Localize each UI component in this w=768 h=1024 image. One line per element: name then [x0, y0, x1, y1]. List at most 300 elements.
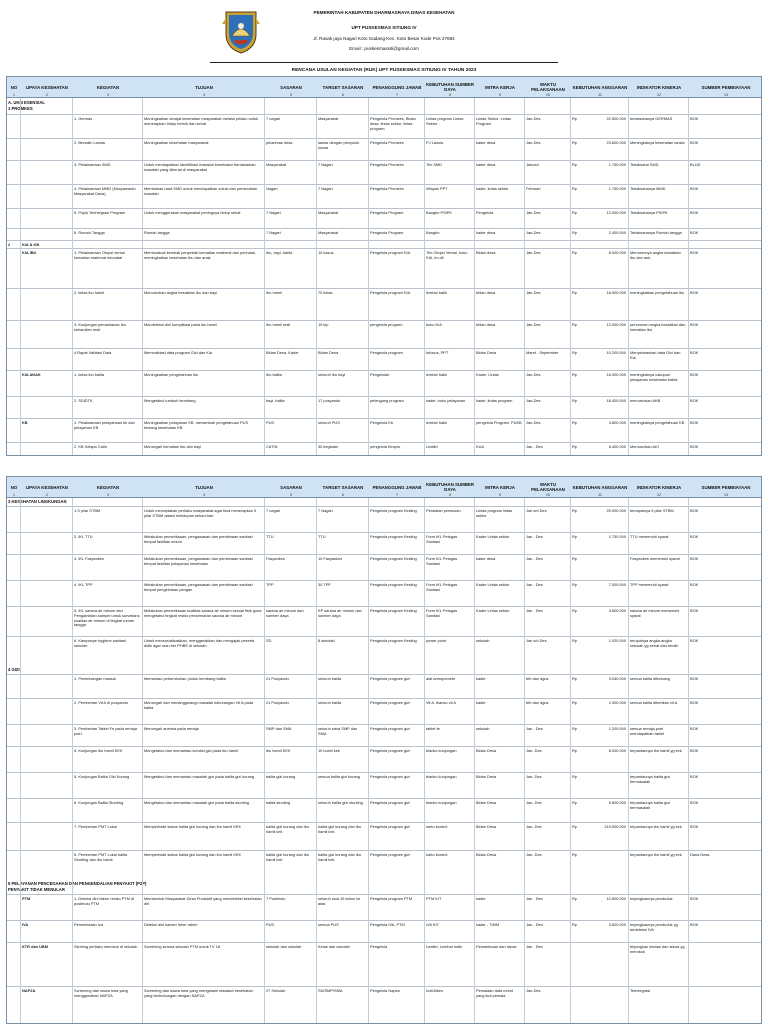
cell-sasaran: Ibu hamil [266, 291, 282, 295]
cell-sumber: BOK [690, 445, 699, 449]
cell-indikator: terpantaunya balita gizi bermasalah [630, 801, 671, 810]
column-divider [264, 98, 265, 456]
cell-waktu: Jan- Des [526, 801, 542, 805]
column-header: NO [10, 84, 18, 90]
cell-mitra: KUA [476, 445, 484, 449]
cell-kegiatan: 1. Pelaksanaan Otopsi verbal kematian maternal neonatal [74, 251, 125, 260]
cell-anggaran: 1.920.000 [608, 639, 626, 643]
cell-waktu: Jan s/d Des [526, 639, 547, 643]
cell-sumber: BOK [690, 923, 699, 927]
cell-pj: Pengelola program gizi [370, 825, 410, 829]
cell-upaya [22, 211, 70, 228]
cell-upaya [22, 445, 70, 456]
cell-tujuan: Melakukan pemeriksaan, pengawasan dan pembinaan sanitasi tempat fasilitas umum [144, 535, 253, 544]
cell-target: 30 kegiatan [318, 445, 339, 449]
cell-sasaran: Fasyankes [266, 557, 285, 561]
cell-pj: pelengang program [370, 399, 404, 403]
cell-waktu: Jan-Des [526, 421, 541, 425]
cell-tujuan: Untuk mensosialisasikan, menggerakkan dan mengajak peserta didik agar mau ber PHBS di sekolah [144, 639, 255, 648]
cell-target: seluruh balita gizi stunting [318, 801, 363, 805]
cell-no [8, 373, 18, 396]
cell-tujuan: Mencegah kematian ibu dan bayi [144, 445, 202, 449]
cell-anggaran: 2.000.000 [608, 701, 626, 705]
cell-pj: Pengelola program [370, 351, 403, 355]
cell-kegiatan: 2. SDIDTK [74, 399, 93, 403]
cell-tujuan: Melakukan pemeriksaan kualitas sarana air minum sesuai fisik guna mengetahui tingkat resiko pencemaran sarana air minum [144, 609, 262, 618]
cell-upaya: IVA [22, 923, 29, 927]
column-header: SUMBER PEMBIAYAAN [701, 484, 751, 490]
cell-sasaran: sekolah dan sekolah [266, 945, 302, 949]
table-row [6, 724, 762, 747]
group-heading: 3 KESEHATAN LINGKUNGAN [8, 499, 67, 504]
column-divider [688, 498, 689, 1024]
cell-sd: Vit A, blanko vit A [426, 701, 456, 705]
cell-target: TTU [318, 535, 326, 539]
cell-pj: Pengelola program gizi [370, 677, 410, 681]
cell-sumber: BOK [690, 509, 699, 513]
cell-upaya [22, 351, 70, 370]
cell-mitra: kader desa [476, 231, 496, 235]
cell-waktu: Jan-Des [526, 373, 541, 377]
cell-indikator: Terlaksananya PSIPK [630, 211, 668, 215]
cell-sd: tablet fe [426, 727, 440, 731]
cell-no [8, 163, 18, 184]
cell-sumber: BOK [690, 141, 699, 145]
cell-waktu: Jan - Des [526, 445, 543, 449]
column-header: KEBUTUHAN SUMBER DAYA [425, 82, 475, 92]
column-number: 11 [598, 493, 602, 497]
cell-sd: blanko kunjungan [426, 801, 457, 805]
cell-kegiatan: 1. kelas ibu balita [74, 373, 105, 377]
cell-rp: Rp [572, 639, 577, 643]
cell-target: SD/SMP/SMA [318, 989, 343, 993]
cell-sumber: BOK [690, 727, 699, 731]
cell-target: Masyarakat [318, 211, 339, 215]
cell-rp: Rp [572, 231, 577, 235]
column-header: KEGIATAN [96, 84, 120, 90]
column-divider [474, 498, 475, 1024]
cell-tujuan: Mengetahui dan memantau masalah gizi pada balita stunting [144, 801, 249, 805]
column-divider [20, 498, 21, 1024]
cell-sumber: BOK [690, 291, 699, 295]
cell-sumber: BOK [690, 421, 699, 425]
cell-sd: blanko kunjungan [426, 775, 457, 779]
column-header: KEGIATAN [96, 484, 120, 490]
cell-no [8, 211, 18, 228]
cell-target: seluruh balita [318, 701, 342, 705]
column-number: 9 [499, 93, 501, 97]
cell-pj: Pengelola program KIA [370, 291, 411, 295]
cell-sumber: BOK [690, 351, 699, 355]
column-number: 12 [657, 493, 661, 497]
cell-mitra: Bidan Desa [476, 351, 497, 355]
table-row [6, 248, 762, 289]
cell-pj: Pengelola Promkes, Bidan desa, lintas sektor, lintas program [370, 117, 416, 131]
cell-tujuan: Membuatuat kembali penyebab kematian maternal dan perinatal, meningkatkan kesehatan ibu dan anak [144, 251, 257, 260]
cell-anggaran: 2.400.000 [608, 231, 626, 235]
cell-upaya [22, 231, 70, 240]
cell-upaya: PTM [22, 897, 31, 901]
cell-sd: buku KIA [426, 323, 442, 327]
cell-tujuan: Mengetahui dan memantau masalah gizi pada balita gizi kurang [144, 775, 255, 779]
cell-mitra: Bidan Desa [476, 853, 497, 857]
cell-sumber: BOK [690, 677, 699, 681]
cell-sasaran: 21 Posyandu [266, 677, 289, 681]
cell-kegiatan: 2. IKL TTU [74, 535, 93, 539]
cell-target: balita gizi kurang dan ibu hamil kek [318, 853, 362, 862]
cell-pj: Pengelola [370, 945, 388, 949]
cell-target: 17 posyandu [318, 399, 341, 403]
cell-kegiatan: Pemeriksaan Iva [74, 923, 103, 927]
cell-mitra: bidan desa [476, 291, 496, 295]
cell-sasaran: PUS [266, 421, 274, 425]
cell-pj: Pengelola Napza [370, 989, 400, 993]
cell-anggaran: 12.000.000 [606, 323, 626, 327]
cell-target: 10 kasus [318, 251, 334, 255]
cell-sumber: BOK [690, 251, 699, 255]
table-row [6, 772, 762, 799]
column-header: SASARAN [280, 484, 302, 490]
cell-waktu: feb dan agus [526, 701, 549, 705]
cell-waktu: Jan- Des [526, 775, 542, 779]
cell-sumber: BOK [690, 639, 699, 643]
cell-tujuan: Mengetahui tumbuh kembang [144, 399, 196, 403]
column-number: 10 [546, 93, 550, 97]
cell-tujuan: Screening dan siswa sma yang mengalami masalah kesehatan yang berhubungan dengan NAPZA [144, 989, 253, 998]
column-divider [628, 98, 629, 456]
table-row [6, 606, 762, 637]
cell-pj: Pengelola program Kesling [370, 557, 417, 561]
cell-sasaran: Ibu, bayi, balita [266, 251, 293, 255]
cell-sd: kartu kontrol [426, 853, 448, 857]
cell-kegiatan: 7. Pemberian PMT Lokal [74, 825, 117, 829]
column-header: PENANGGUNG JAWAB [372, 484, 422, 490]
cell-indikator: menurunkan AKB [630, 399, 661, 403]
cell-sumber: BOK [690, 897, 699, 901]
cell-anggaran: 18.900.000 [606, 291, 626, 295]
cell-waktu: Jan - Des [526, 583, 543, 587]
column-header: WAKTU PELAKSANAAN [531, 82, 565, 92]
cell-kegiatan: 1. Germas [74, 117, 93, 121]
cell-mitra: kader [476, 897, 486, 901]
column-number: 3 [107, 93, 109, 97]
cell-anggaran [572, 945, 626, 986]
cell-mitra: Bidan Desa [476, 801, 497, 805]
cell-target: balita gizi kurang dan ibu hamil kek [318, 825, 362, 834]
cell-upaya [22, 323, 70, 348]
column-number: 2 [46, 93, 48, 97]
cell-mitra: kader - TIMM [476, 923, 500, 927]
cell-mitra: kader, lintas sektor [476, 187, 509, 191]
column-header: MITRA KERJA [485, 84, 515, 90]
cell-target: 7 Nagari [318, 509, 333, 513]
cell-target: 7 Nagari [318, 163, 333, 167]
agency-name: PEMERINTAH KABUPATEN DHARMASRAYA DINAS KESEHATAN [313, 10, 455, 15]
cell-pj: Pengelola Promkes [370, 141, 404, 145]
cell-target: seluruh siswi SMP dan SMA [318, 727, 358, 736]
cell-upaya [22, 187, 70, 208]
column-header: UPAYA KESEHATAN [26, 484, 68, 490]
cell-pj: Pengelola program Kesling [370, 583, 417, 587]
cell-sumber: BOK [690, 535, 699, 539]
cell-pj: Pengelolah [370, 373, 390, 377]
cell-sasaran: TPP [266, 583, 274, 587]
cell-mitra: Lintas Sektor, Lintas Program [476, 117, 512, 126]
cell-tujuan: Mencegah dan menanggulangi masalah kekurangan Vit A pada balita [144, 701, 254, 710]
letterhead-rule [210, 62, 558, 63]
cell-sd: Form IKL Petugas Sanitasi [426, 609, 458, 618]
letterhead [0, 0, 768, 72]
cell-upaya: KTR dan UBM [22, 945, 48, 949]
cell-no [8, 117, 18, 138]
cell-mitra: kader [476, 677, 486, 681]
cell-indikator: terjangkaunya penduduk [630, 897, 673, 901]
cell-sasaran: PUS [266, 923, 274, 927]
column-number: 1 [13, 493, 15, 497]
cell-indikator: Meningkatnya kesehatan lansia [630, 141, 685, 145]
table-row [6, 442, 762, 457]
cell-no [8, 141, 18, 160]
cell-indikator: Terintegrasi [630, 989, 651, 993]
cell-tujuan: Melakukan pemeriksaan, pengawasan dan pembinaan sanitasi tempat pengelolaan pangan [144, 583, 253, 592]
cell-rp: Rp [572, 291, 577, 295]
column-number: 4 [203, 93, 205, 97]
cell-rp: Rp [572, 323, 577, 327]
table-row [6, 532, 762, 555]
cell-target: 70 kelas [318, 291, 333, 295]
cell-rp: Rp [572, 775, 577, 779]
cell-kegiatan: 3. Pelaksanaan SMD [74, 163, 111, 167]
cell-anggaran: 18.000.000 [606, 373, 626, 377]
cell-sumber: BOK [690, 775, 699, 779]
cell-sasaran: sarana air minum dan sumber daya [266, 609, 304, 618]
cell-sasaran: Ibu hamil resti [266, 323, 291, 327]
cell-waktu: Januari [526, 163, 539, 167]
cell-upaya [22, 117, 70, 138]
cell-target: 7 Nagari [318, 187, 333, 191]
cell-target: seluruh PUS [318, 421, 340, 425]
column-divider [424, 498, 425, 1024]
cell-waktu: Jan-Des [526, 323, 541, 327]
cell-kegiatan: 1. Pelaksanaan pelayanaan kb dan pelayanan KB [74, 421, 135, 430]
cell-target: lantas dengan penyuluh konas [318, 141, 360, 150]
table-row [6, 184, 762, 209]
cell-kegiatan: 4.Rapat Validasi Data [74, 351, 112, 355]
cell-indikator: sarana air minum memenuhi syarat [630, 609, 680, 618]
column-number: 7 [396, 93, 398, 97]
column-header: KEBUTUHAN ANGGARAN [572, 84, 628, 90]
cell-indikator: Terlaksananya MMD [630, 187, 666, 191]
column-divider [628, 498, 629, 1024]
cell-sumber: BOK [690, 609, 699, 613]
cell-pj: pengelola program [370, 323, 403, 327]
cell-waktu: Jan-Des [526, 291, 541, 295]
cell-sasaran: balita gizi kurang [266, 775, 296, 779]
cell-anggaran: 6.400.000 [608, 445, 626, 449]
cell-sumber: BOK [690, 701, 699, 705]
cell-sasaran: pelanmas desa [266, 141, 293, 145]
cell-sd: Inst/Alkes [426, 989, 443, 993]
cell-tujuan: Meningkatkan kesehatan masyarakat [144, 141, 209, 145]
cell-rp: Rp [572, 141, 577, 145]
cell-no [8, 291, 18, 320]
cell-rp: Rp [572, 923, 577, 927]
cell-sumber: BOK [690, 825, 699, 829]
cell-rp: Rp [572, 583, 577, 587]
column-divider [570, 498, 571, 1024]
table-header [6, 476, 762, 498]
cell-sumber: BOK [690, 583, 699, 587]
cell-indikator: meningkatnya pengetahuan KB [630, 421, 685, 425]
cell-tujuan: Mengetahui dan memantau kondisi gizi pada ibu hamil [144, 749, 238, 753]
cell-rp: Rp [572, 749, 577, 753]
cell-sasaran: balita stunting [266, 801, 291, 805]
cell-kegiatan: 4. Pelaksanaan MMD (Musyawarah Masyarakat Desa) [74, 187, 136, 196]
cell-tujuan: Membentuk Masyarakat Desa Produktif yang mendeteksi kesehatan diri [144, 897, 262, 906]
column-divider [264, 498, 265, 1024]
cell-anggaran: 1.750.000 [608, 187, 626, 191]
cell-rp: Rp [572, 897, 577, 901]
table-row [6, 674, 762, 699]
cell-kegiatan: 3. Kunjungan pemantauan ibu kehamilan resti [74, 323, 126, 332]
cell-tujuan: Meningkatkan pelayanan KB, menambah pengetahuan PUS tentang kesehatan KB [144, 421, 249, 430]
cell-anggaran: 3.040.000 [608, 677, 626, 681]
cell-kegiatan: 2. Pemberian Vit A di posyandu [74, 701, 129, 705]
cell-target: seluruh balita [318, 677, 342, 681]
cell-sd: PTM KIT [426, 897, 442, 901]
cell-target: seluruh usia 15 tahun ke atas [318, 897, 361, 906]
cell-kegiatan: 3. IKL Fasyankes [74, 557, 104, 561]
cell-anggaran: 9.600.000 [608, 801, 626, 805]
column-header: TUJUAN [195, 84, 213, 90]
cell-sd: Form IKL Petugas Sanitasi [426, 583, 458, 592]
cell-rp: Rp [572, 535, 577, 539]
cell-sasaran: 7 Nagari [266, 211, 281, 215]
column-number: 12 [657, 93, 661, 97]
column-header: MITRA KERJA [485, 484, 515, 490]
group-heading: 1 PROMKES [8, 106, 33, 111]
cell-mitra: sekolah [476, 639, 490, 643]
cell-waktu: Jan-Des [526, 231, 541, 235]
cell-pj: Pengelola program gizi [370, 853, 410, 857]
column-number: 4 [203, 493, 205, 497]
column-divider [142, 498, 143, 1024]
column-number: 10 [546, 493, 550, 497]
cell-no [8, 421, 18, 442]
cell-pj: Pengelola Promkes [370, 187, 404, 191]
cell-sd: kartu kontrol [426, 825, 448, 829]
column-number: 7 [396, 493, 398, 497]
column-number: 3 [107, 493, 109, 497]
cell-tujuan: Untuk mendapatkan identifikasi masalah kesehatan berdasarkan masalah yang dikenai di masyarakat [144, 163, 256, 172]
cell-pj: Pengelola Program [370, 211, 404, 215]
cell-mitra: kader [476, 701, 486, 705]
group-heading: 5 PELAYANAN PENCEGAHAN DAN PENGENDALIAN PENYAKIT (P2P) [8, 881, 147, 886]
cell-pj: Pengelola program Kesling [370, 609, 417, 613]
cell-target: 10 Fasyankes [318, 557, 343, 561]
cell-sd: Tim Otopsi Verbal, buku KIA, im.dll [426, 251, 468, 260]
cell-pj: Pengelola Program [370, 231, 404, 235]
cell-waktu: Jan-Des [526, 989, 541, 993]
cell-no: 2 [8, 243, 11, 247]
cell-rp: Rp [572, 801, 577, 805]
cell-sd: Leaflet, Lembar balik [426, 945, 463, 949]
unit-name: UPT PUSKESMAS SITIUNG IV [351, 25, 417, 30]
cell-kegiatan: 3. Pemberian Tablet Fe pada remaja putri [74, 727, 137, 736]
cell-rp: Rp [572, 117, 577, 121]
cell-mitra: Kader Lintas sektor [476, 583, 510, 587]
cell-anggaran: 1.750.000 [608, 535, 626, 539]
cell-indikator: terjangkau inisiasi dan siswa yg merokok [630, 945, 685, 954]
cell-mitra: Lintas program lintas sektor [476, 509, 513, 518]
cell-kegiatan: 6. Kunjungan Balita Stunting [74, 801, 124, 805]
cell-pj: Pengelola program gizi [370, 727, 410, 731]
column-number: 6 [342, 93, 344, 97]
document-title: RENCANA USULAN KEGIATAN (RUK) UPT PUSKESMAS SITIUNG IV TAHUN 2023 [291, 68, 477, 73]
column-divider [20, 98, 21, 456]
cell-indikator: semua balita diberikan vit A [630, 701, 678, 705]
column-header: SASARAN [280, 84, 302, 90]
cell-tujuan: Melakukan pemeriksaan, pengawasan dan pembinaan sanitasi tempat fasilitas pelayanan kesehatan [144, 557, 253, 566]
cell-rp: Rp [572, 211, 577, 215]
cell-no [8, 399, 18, 418]
table-row [6, 320, 762, 349]
cell-sd: Peralatan pemicuan [426, 509, 461, 513]
cell-sd: Bangbo [426, 231, 440, 235]
cell-sd: kader, buku pelayanan [426, 399, 466, 403]
cell-anggaran: 18.400.000 [606, 399, 626, 403]
cell-sasaran: TTU [266, 535, 274, 539]
cell-sumber [690, 945, 760, 986]
cell-sasaran: 7 nagari [266, 509, 281, 513]
group-heading: A. UKM ESENSIAL [8, 100, 45, 105]
cell-rp: Rp [572, 421, 577, 425]
column-divider [142, 98, 143, 456]
cell-anggaran: 23.600.000 [606, 141, 626, 145]
cell-pj: Pengelola program gizi [370, 801, 410, 805]
cell-indikator: terpantaunya ibu hamil yg kek [630, 853, 682, 857]
table-row [6, 746, 762, 773]
cell-tujuan: Screening semua sekolah PTM untuk TV 18 [144, 945, 221, 949]
cell-upaya: KB [22, 421, 28, 425]
table-row [6, 348, 762, 371]
cell-mitra: Bidan Desa [476, 749, 497, 753]
table-row [6, 370, 762, 397]
cell-mitra: Pemalaan data murid yang ikut pemala [476, 989, 513, 998]
cell-mitra: pengelola Program, PUKB [476, 421, 522, 425]
cell-waktu: Jan - Des [526, 945, 543, 949]
cell-anggaran: 10.800.000 [606, 897, 626, 901]
cell-waktu: Jan- Des [526, 749, 542, 753]
cell-sasaran: SMP dan SMA [266, 727, 292, 731]
cell-rp: Rp [572, 351, 577, 355]
cell-indikator: terujudnya angka-angka sekolah yg sehat dan bersih [630, 639, 679, 648]
cell-tujuan: Memperbaiki status balita gizi kurang dan ibu hamil KEK [144, 825, 242, 829]
cell-sasaran: CATIN [266, 445, 278, 449]
cell-tujuan: Mencegah anemia pada remaja [144, 727, 199, 731]
table-row [6, 894, 762, 921]
cell-waktu: Jan - Des [526, 727, 543, 731]
cell-sumber: BOK [690, 187, 699, 191]
cell-sumber: BOK [690, 323, 699, 327]
cell-kegiatan: 5. IKL sarana air minum dan Pengambilan sampel untuk surveilans kualitas air minum di tingkat rumah tangga [74, 609, 140, 628]
cell-sd: power point [426, 639, 447, 643]
cell-indikator: Menyelaraskan data Gizi dan Kia [630, 351, 681, 360]
column-divider [316, 98, 317, 456]
cell-pj: Pengelola program Kesling [370, 509, 417, 513]
cell-rp: Rp [572, 853, 577, 857]
cell-waktu: Jan - Des [526, 557, 543, 561]
